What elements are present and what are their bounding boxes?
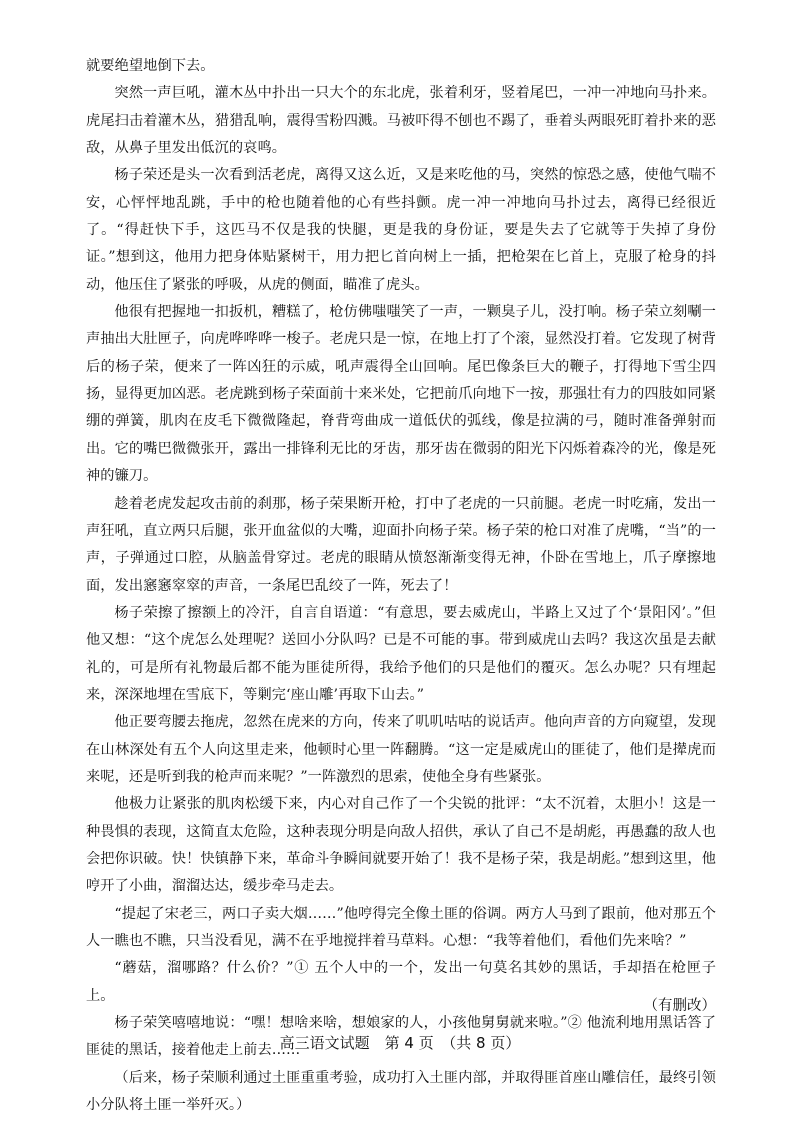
paragraph: “提起了宋老三，两口子卖大烟……”他哼得完全像土匪的俗调。两方人马到了跟前，他对那五个人一瞧也不瞧，只当没看见，满不在乎地搅拌着马草料。心想：“我等着他们，看他们先来啥？” (86, 905, 716, 949)
paragraph: 就要绝望地倒下去。 (86, 58, 215, 74)
reading-passage (86, 53, 716, 1119)
paragraph: 突然一声巨吼，灌木丛中扑出一只大个的东北虎，张着利牙，竖着尾巴，一冲一冲地向马扑来。虎尾扫击着灌木丛，猎猎乱响，震得雪粉四溅。马被吓得不刨也不踢了，垂着头两眼死盯着扑来的恶敌，从鼻子里发出低沉的哀鸣。 (86, 85, 716, 157)
paragraph: 趁着老虎发起攻击前的刹那，杨子荣果断开枪，打中了老虎的一只前腿。老虎一时吃痛，发出一声狂吼，直立两只后腿，张开血盆似的大嘴，迎面扑向杨子荣。杨子荣的枪口对准了虎嘴，“当”的一声，子弹通过口腔，从脑盖骨穿过。老虎的眼睛从愤怒渐渐变得无神，仆卧在雪地上，爪子摩擦地面，发出窸窸窣窣的声音，一条尾巴乱绞了一阵，死去了！ (86, 495, 716, 594)
paragraph: 杨子荣笑嘻嘻地说：“嘿！想啥来啥，想娘家的人，小孩他舅舅就来啦。”② 他流利地用黑话答了匪徒的黑话，接着他走上前去…… (86, 1015, 716, 1059)
paragraph: 杨子荣擦了擦额上的冷汗，自言自语道：“有意思，要去威虎山，半路上又过了个‘景阳冈’。”但他又想：“这个虎怎么处理呢？送回小分队吗？已是不可能的事。带到威虎山去吗？我这次虽是去献礼的，可是所有礼物最后都不能为匪徒所得，我给予他们的只是他们的覆灭。怎么办呢？只有埋起来，深深地埋在雪底下，等剿完‘座山雕’再取下山去。” (86, 604, 716, 703)
abridged-note: （有删改） (643, 998, 716, 1014)
paragraph: 杨子荣还是头一次看到活老虎，离得又这么近，又是来吃他的马，突然的惊恐之感，使他气喘不安，心怦怦地乱跳，手中的枪也随着他的心有些抖颤。虎一冲一冲地向马扑过去，离得已经很近了。“得赶快下手，这匹马不仅是我的快腿，更是我的身份证，要是失去了它就等于失掉了身份证。”想到这，他用力把身体贴紧树干，用力把匕首向树上一插，把枪架在匕首上，克服了枪身的抖动，他压住了紧张的呼吸，从虎的侧面，瞄准了虎头。 (86, 167, 716, 293)
paragraph: 他极力让紧张的肌肉松缓下来，内心对自己作了一个尖锐的批评：“太不沉着，太胆小！这是一种畏惧的表现，这简直太危险，这种表现分明是向敌人招供，承认了自己不是胡彪，再愚蠢的敌人也会把你识破。快！快镇静下来，革命斗争瞬间就要开始了！我不是杨子荣，我是胡彪。”想到这里，他哼开了小曲，溜溜达达，缓步牵马走去。 (86, 796, 716, 895)
paragraph: 他很有把握地一扣扳机，糟糕了，枪仿佛嗤嗤笑了一声，一颗臭子儿，没打响。杨子荣立刻唰一声抽出大肚匣子，向虎哗哗哗一梭子。老虎只是一惊，在地上打了个滚，显然没打着。它发现了树背后的杨子荣，便来了一阵凶狂的示威，吼声震得全山回响。尾巴像条巨大的鞭子，打得地下雪尘四扬，显得更加凶恶。老虎跳到杨子荣面前十来米处，它把前爪向地下一按，那强壮有力的四肢如同紧绷的弹簧，肌肉在皮毛下微微隆起，脊背弯曲成一道低伏的弧线，像是拉满的弓，随时准备弹射而出。它的嘴巴微微张开，露出一排锋利无比的牙齿，那牙齿在微弱的阳光下闪烁着森冷的光，像是死神的镰刀。 (86, 304, 716, 485)
page-footer: 高三语文试题 第 4 页 （共 8 页） (279, 1034, 521, 1052)
paragraph: （后来，杨子荣顺利通过土匪重重考验，成功打入土匪内部，并取得匪首座山雕信任，最终引领小分队将土匪一举歼灭。） (86, 1069, 716, 1114)
paragraph: 他正要弯腰去拖虎，忽然在虎来的方向，传来了叽叽咕咕的说话声。他向声音的方向窥望，发现在山林深处有五个人向这里走来，他顿时心里一阵翻腾。“这一定是威虎山的匪徒了，他们是撵虎而来呢，还是听到我的枪声而来呢？”一阵激烈的思索，使他全身有些紧张。 (86, 714, 716, 785)
paragraph: “蘑菇，溜哪路？什么价？”① 五个人中的一个，发出一句莫名其妙的黑话，手却捂在枪匣子上。 (86, 960, 716, 1004)
